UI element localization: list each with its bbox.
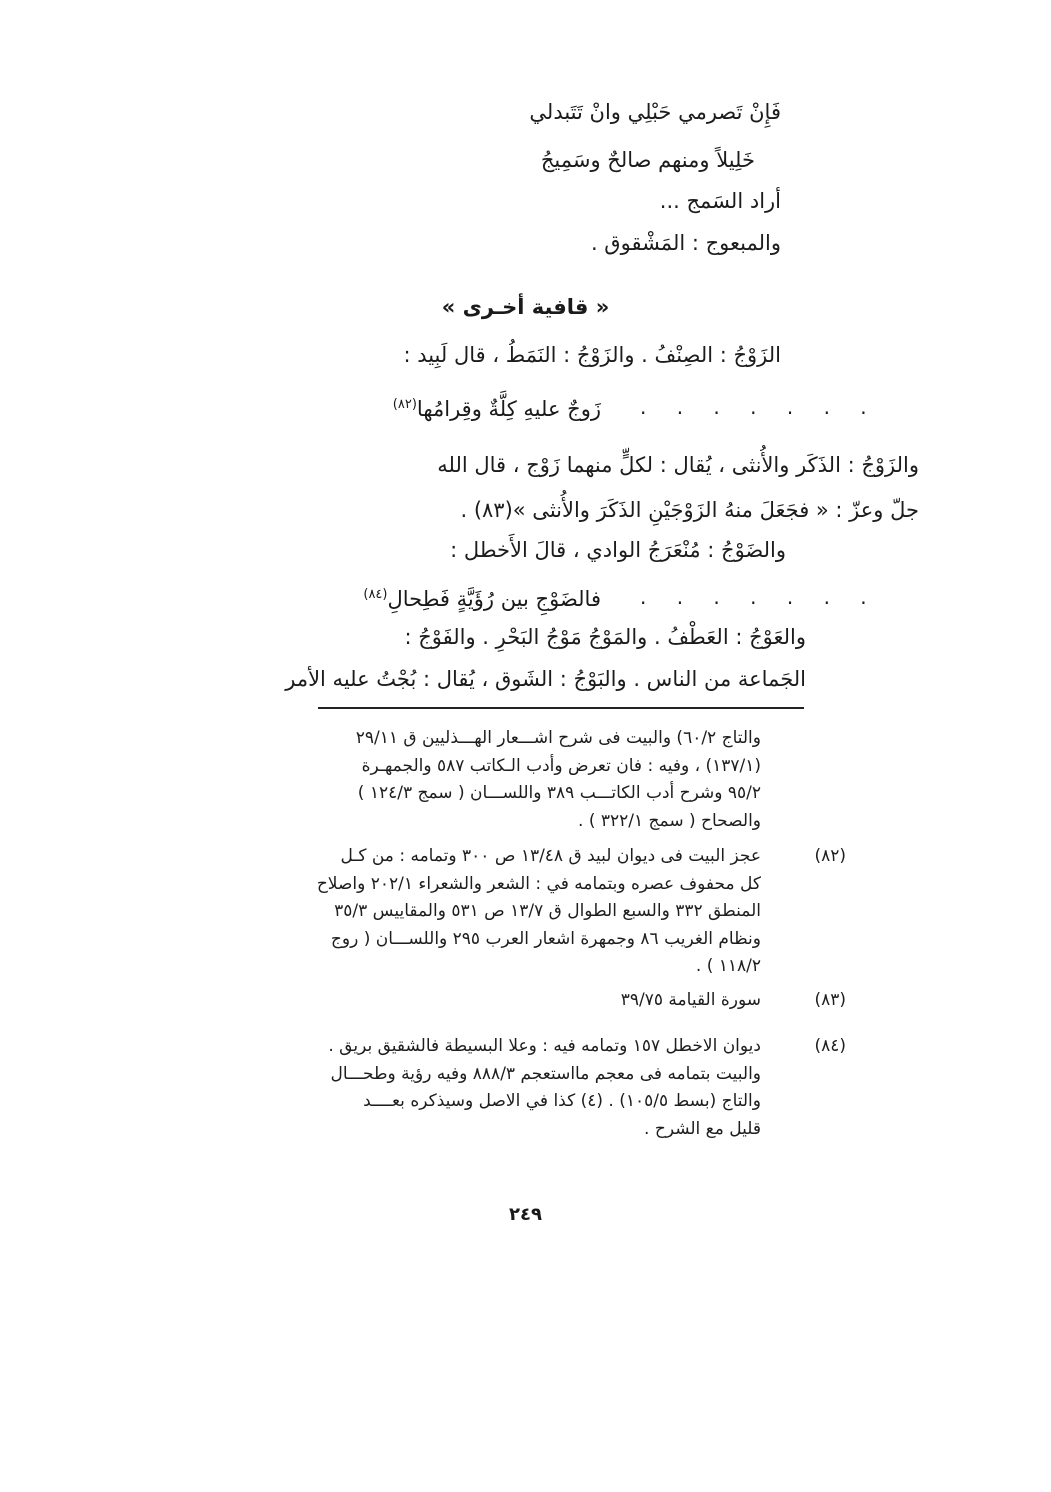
footnote-82	[221, 843, 761, 981]
footnote-line: كل محفوف عصره وبتمامه في : الشعر والشعراء ٢٠٢/١ واصلاح	[316, 873, 761, 894]
footnote-line: والصحاح ( سمج ٣٢٢/١ ) .	[578, 810, 761, 831]
verse-1-text: زَوجٌ عليهِ كِلَّةٌ وقِرامُها	[416, 397, 601, 421]
footnote-number-83: (٨٣)	[814, 990, 846, 1010]
footnote-line: ديوان الاخطل ١٥٧ وتمامه فيه : وعلا البسيطة فالشقيق بريق .	[328, 1036, 761, 1056]
verse-2-ellipsis: . . . . . . .	[640, 585, 879, 609]
footnote-ref-84: (٨٤)	[363, 587, 388, 602]
paragraph-3-line-1: والعَوْجُ : العَطْفُ . والمَوْجُ مَوْجُ البَحْرِ . والفَوْجُ :	[404, 625, 806, 649]
footnote-ref-82: (٨٢)	[392, 397, 417, 412]
footnote-83	[221, 987, 761, 1015]
footnote-line: عجز البيت فى ديوان لبيد ق ١٣/٤٨ ص ٣٠٠ وتمامه : من كـل	[340, 846, 761, 866]
footnote-line: (١٣٧/١) ، وفيه : فان تعرض وأدب الـكاتب ٥٨٧ والجمهـرة	[361, 755, 761, 776]
text-line-4: والمبعوج : المَشْقوق .	[590, 231, 781, 255]
footnote-line: سورة القيامة ٣٩/٧٥	[620, 990, 761, 1010]
footnote-line: قليل مع الشرح .	[644, 1118, 761, 1139]
footnote-84	[221, 1033, 761, 1143]
footnote-line: ونظام الغريب ٨٦ وجمهرة اشعار العرب ٢٩٥ واللســـان ( روج	[330, 928, 761, 949]
footnote-line: المنطق ٣٣٢ والسبع الطوال ق ١٣/٧ ص ٥٣١ والمقاييس ٣٥/٣	[334, 901, 761, 921]
verse-line-1: فَإِنْ تَصرمي حَبْلِي وانْ تَتَبدلي	[529, 100, 781, 124]
verse-line-2: خَلِيلاً ومنهم صالحٌ وسَمِيجُ	[540, 148, 755, 172]
text-line-3: أراد السَمج ...	[659, 189, 781, 213]
footnote-number-84: (٨٤)	[814, 1036, 846, 1056]
section-heading: « قافية أخـرى »	[441, 295, 610, 319]
footnote-divider	[318, 707, 804, 709]
footnote-line: والبيت بتمامه فى معجم مااستعجم ٨٨٨/٣ وفيه رؤية وطحـــال	[330, 1063, 761, 1084]
footnote-line: والتاج (بسط ١٠٥/٥) . (٤) كذا في الاصل وسيذكره بعــــد	[363, 1091, 761, 1111]
verse-2	[363, 580, 601, 614]
paragraph-1: الزَوْجُ : الصِنْفُ . والزَوْجُ : النَمَطُ ، قال لَبِيد :	[403, 343, 781, 367]
footnote-line: ١١٨/٢ ) .	[695, 956, 761, 976]
paragraph-2-line-3: والضَوْجُ : مُنْعَرَجُ الوادي ، قالَ الأَخطل :	[450, 538, 786, 562]
footnote-line: والتاج ٦٠/٢) والبيت فى شرح اشـــعار الهـــذليين ق ٢٩/١١	[355, 728, 761, 748]
page-number: ٢٤٩	[509, 1204, 542, 1225]
paragraph-2-line-2: جلّ وعزّ : « فجَعَلَ منهُ الزَوْجَيْنِ الذَكَرَ والأُنثى »(٨٣) .	[460, 498, 919, 522]
verse-2-text: فالضَوْجِ بين رُؤَيَّةٍ فَطِحالِ	[387, 587, 601, 611]
verse-1-ellipsis: . . . . . . .	[640, 395, 879, 419]
footnote-line: ٩٥/٢ وشرح أدب الكاتـــب ٣٨٩ واللســـان ( سمج ١٢٤/٣ )	[357, 783, 761, 803]
footnote-number-82: (٨٢)	[814, 846, 846, 866]
paragraph-3-line-2: الجَماعة من الناس . والبَوْجُ : الشَوق ، يُقال : بُجْتُ عليه الأمر	[285, 667, 806, 691]
verse-1	[393, 390, 601, 424]
paragraph-2-line-1: والزَوْجُ : الذَكَر والأُنثى ، يُقال : لكلٍّ منهما زَوْج ، قال الله	[437, 453, 919, 477]
footnote-continuation	[221, 725, 761, 835]
